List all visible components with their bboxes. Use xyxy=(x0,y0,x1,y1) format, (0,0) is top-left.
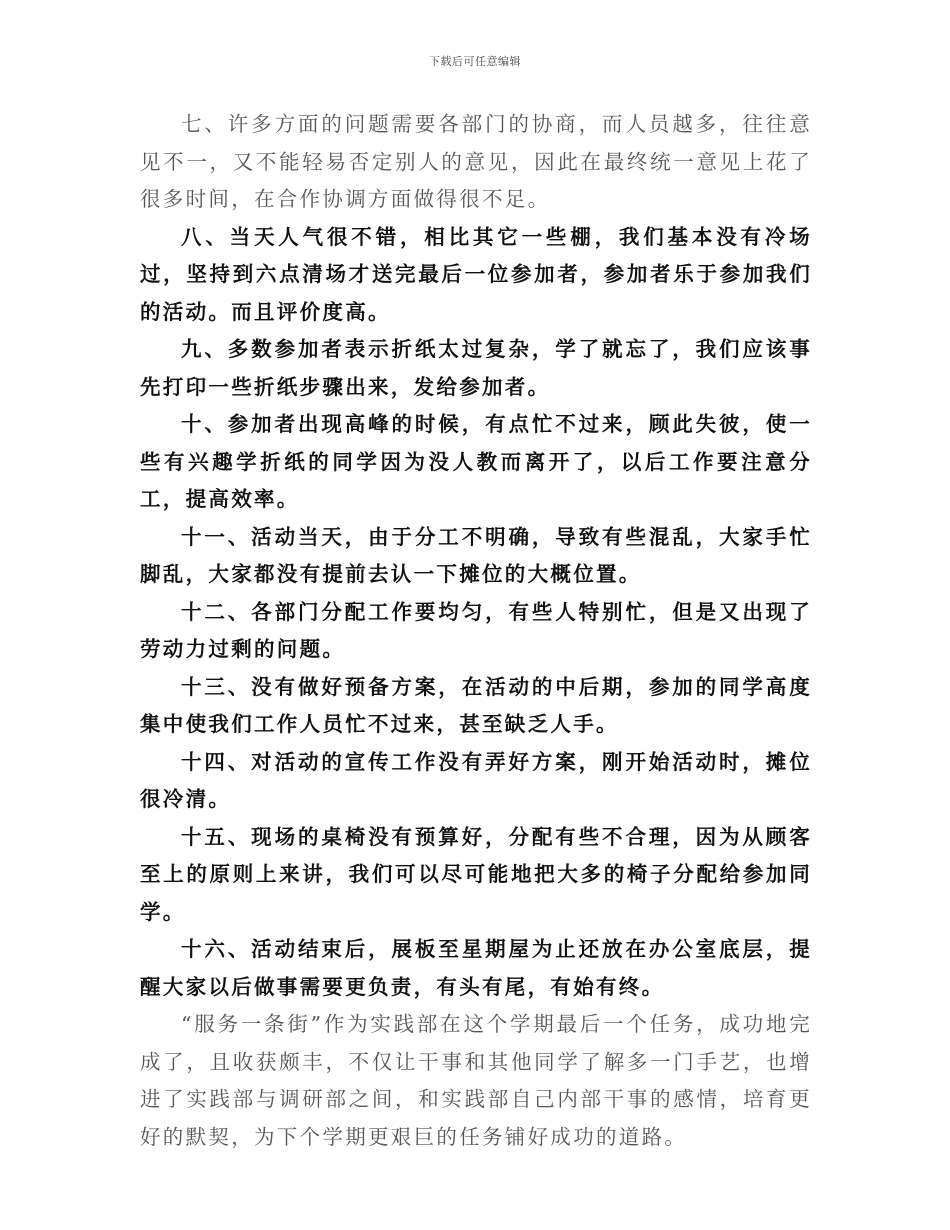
paragraph-12: 十二、各部门分配工作要均匀，有些人特别忙，但是又出现了劳动力过剩的问题。 xyxy=(140,599,812,661)
paragraph-9: 九、多数参加者表示折纸太过复杂，学了就忘了，我们应该事先打印一些折纸步骤出来，发给参加者。 xyxy=(140,337,812,399)
paragraph-11: 十一、活动当天，由于分工不明确，导致有些混乱，大家手忙脚乱，大家都没有提前去认一下摊位的大概位置。 xyxy=(140,524,812,586)
paragraph-16: 十六、活动结束后，展板至星期屋为止还放在办公室底层，提醒大家以后做事需要更负责，有头有尾，有始有终。 xyxy=(140,937,812,999)
paragraph-8: 八、当天人气很不错，相比其它一些棚，我们基本没有冷场过，坚持到六点清场才送完最后一位参加者，参加者乐于参加我们的活动。而且评价度高。 xyxy=(140,224,812,324)
paragraph-7: 七、许多方面的问题需要各部门的协商，而人员越多，往往意见不一，又不能轻易否定别人的意见，因此在最终统一意见上花了很多时间，在合作协调方面做得很不足。 xyxy=(140,112,812,211)
paragraph-13: 十三、没有做好预备方案，在活动的中后期，参加的同学高度集中使我们工作人员忙不过来，甚至缺乏人手。 xyxy=(140,674,812,736)
paragraph-10: 十、参加者出现高峰的时候，有点忙不过来，顾此失彼，使一些有兴趣学折纸的同学因为没人教而离开了，以后工作要注意分工，提高效率。 xyxy=(140,412,812,511)
paragraph-conclusion: “服务一条街”作为实践部在这个学期最后一个任务，成功地完成了，且收获颇丰，不仅让干事和其他同学了解多一门手艺，也增进了实践部与调研部之间，和实践部自己内部干事的感情，培育更好的默契，为下个学期更艰巨的任务铺好成功的道路。 xyxy=(140,1012,812,1149)
page-header: 下载后可任意编辑 xyxy=(429,55,521,68)
paragraph-14: 十四、对活动的宣传工作没有弄好方案，刚开始活动时，摊位很冷清。 xyxy=(140,749,812,811)
document-body xyxy=(140,106,812,1156)
paragraph-15: 十五、现场的桌椅没有预算好，分配有些不合理，因为从顾客至上的原则上来讲，我们可以尽可能地把大多的椅子分配给参加同学。 xyxy=(140,824,812,924)
